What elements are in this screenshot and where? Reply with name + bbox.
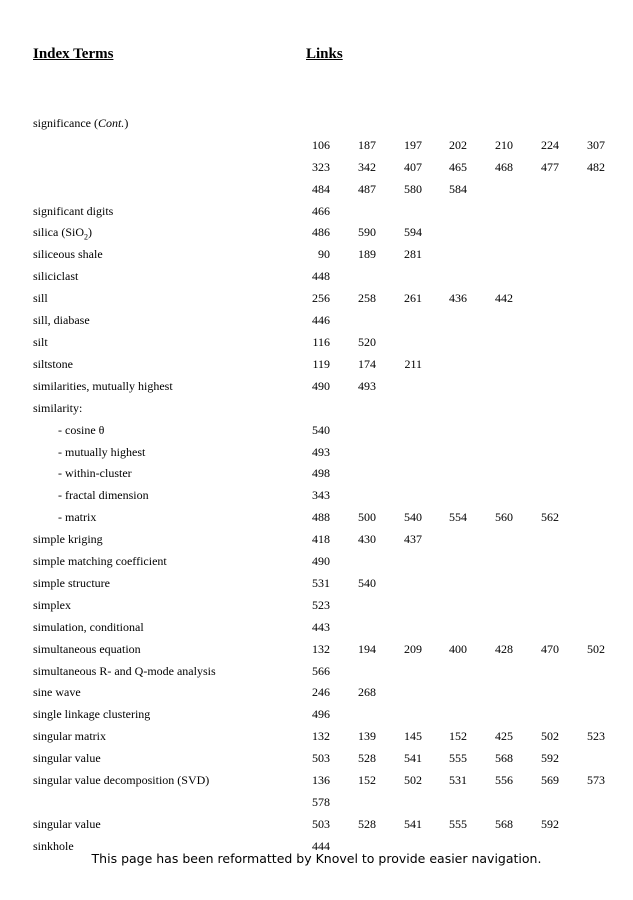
page-link[interactable]: 566 [312,663,330,678]
page-link[interactable]: 562 [541,510,559,525]
index-term: significance (Cont.) [33,115,129,130]
index-row [0,288,633,310]
page-link[interactable]: 437 [404,532,422,547]
page-link[interactable]: 246 [312,685,330,700]
index-row [0,179,633,201]
index-row [0,792,633,814]
page-link[interactable]: 466 [312,203,330,218]
page-link[interactable]: 531 [312,575,330,590]
page-link[interactable]: 343 [312,488,330,503]
page-link[interactable]: 503 [312,751,330,766]
index-row [0,682,633,704]
index-term: sill, diabase [33,313,90,328]
page-link[interactable]: 578 [312,795,330,809]
page-link[interactable]: 323 [312,159,330,174]
page-link[interactable]: 194 [358,641,376,656]
index-row [0,573,633,595]
index-term: simple matching coefficient [33,554,167,569]
page-link[interactable]: 477 [541,159,559,174]
page-link[interactable]: 202 [449,137,467,152]
page-link[interactable]: 106 [312,137,330,152]
index-row [0,222,633,244]
index-term: - matrix [58,510,97,525]
page-link[interactable]: 407 [404,159,422,174]
index-row [0,354,633,376]
page-link[interactable]: 436 [449,291,467,306]
page-link[interactable]: 152 [449,729,467,744]
page-link[interactable]: 430 [358,532,376,547]
page-link[interactable]: 500 [358,510,376,525]
page-link[interactable]: 590 [358,225,376,240]
page-link[interactable]: 428 [495,641,513,656]
page-link[interactable]: 584 [449,181,467,196]
page-link[interactable]: 132 [312,729,330,744]
index-term: siltstone [33,356,74,371]
page-link[interactable]: 554 [449,510,467,525]
index-term: sine wave [33,685,81,700]
index-row [0,91,633,113]
page-link[interactable]: 523 [587,729,605,744]
page-link[interactable]: 400 [449,641,467,656]
page-link[interactable]: 520 [358,334,376,349]
index-row [0,201,633,223]
page-link[interactable]: 488 [312,510,330,525]
page-link[interactable]: 523 [312,597,330,612]
page-link[interactable]: 540 [312,422,330,437]
page-link[interactable]: 116 [312,334,330,349]
page-link[interactable]: 568 [495,751,513,766]
index-term: single linkage clustering [33,707,151,722]
index-row [0,595,633,617]
page-link[interactable]: 443 [312,619,330,634]
page-link[interactable]: 502 [404,773,422,788]
page-link[interactable]: 592 [541,751,559,766]
page-link[interactable]: 490 [312,378,330,393]
page-link[interactable]: 136 [312,773,330,788]
page-link[interactable]: 555 [449,751,467,766]
index-row [0,244,633,266]
page-link[interactable]: 256 [312,291,330,306]
page-link[interactable]: 261 [404,291,422,306]
page-link[interactable]: 132 [312,641,330,656]
index-row [0,748,633,770]
page-link[interactable]: 493 [312,444,330,459]
page-link[interactable]: 281 [404,247,422,262]
index-row [0,617,633,639]
index-term: siliceous shale [33,247,103,262]
index-term: simple kriging [33,532,103,547]
index-row [0,266,633,288]
index-term: sinkhole [33,838,74,853]
page-link[interactable]: 560 [495,510,513,525]
index-term: singular value [33,751,101,766]
index-row [0,157,633,179]
page-link[interactable]: 211 [404,356,422,371]
page-link[interactable]: 592 [541,816,559,831]
page-link[interactable]: 425 [495,729,513,744]
index-term: simulation, conditional [33,619,144,634]
index-row [0,507,633,529]
index-row [0,332,633,354]
index-row [0,398,633,420]
index-row [0,770,633,792]
page-link[interactable]: 342 [358,159,376,174]
page-link[interactable]: 580 [404,181,422,196]
index-term: silt [33,334,48,349]
index-term: - cosine θ [58,422,105,437]
page-link[interactable]: 486 [312,225,330,240]
index-term: similarities, mutually highest [33,378,173,393]
index-term: simultaneous equation [33,641,141,656]
index-term: simplex [33,597,71,612]
index-row [0,310,633,332]
page-link[interactable]: 119 [312,356,330,371]
page-link[interactable]: 541 [404,816,422,831]
page-link[interactable]: 528 [358,751,376,766]
page-link[interactable]: 258 [358,291,376,306]
page-link[interactable]: 152 [358,773,376,788]
page-link[interactable]: 541 [404,751,422,766]
index-term: sill [33,291,48,306]
page-link[interactable]: 493 [358,378,376,393]
index-row [0,463,633,485]
index-term: simultaneous R- and Q-mode analysis [33,663,216,678]
page-link[interactable]: 444 [312,838,330,853]
page-link[interactable]: 540 [358,575,376,590]
page-link[interactable]: 209 [404,641,422,656]
page-link[interactable]: 139 [358,729,376,744]
index-row [0,113,633,135]
page-link[interactable]: 496 [312,707,330,722]
index-row [0,376,633,398]
index-row [0,814,633,836]
page-link[interactable]: 503 [312,816,330,831]
page-link[interactable]: 90 [318,247,330,262]
index-term: - within-cluster [58,466,132,481]
page-link[interactable]: 470 [541,641,559,656]
index-row [0,661,633,683]
page-link[interactable]: 465 [449,159,467,174]
index-term: significant digits [33,203,114,218]
index-row [0,704,633,726]
page-link[interactable]: 210 [495,137,513,152]
page-link[interactable]: 556 [495,773,513,788]
index-entries [0,91,633,858]
page-link[interactable]: 268 [358,685,376,700]
index-term: silica (SiO$_2$) [33,225,92,242]
page-link[interactable]: 498 [312,466,330,481]
knovel-footer: This page has been reformatted by Knovel to provide easier navigation. [91,851,542,866]
page-link[interactable]: 484 [312,181,330,196]
page-link[interactable]: 448 [312,269,330,284]
page-link[interactable]: 145 [404,729,422,744]
index-row [0,485,633,507]
page-link[interactable]: 442 [495,291,513,306]
index-row [0,420,633,442]
index-term: singular matrix [33,729,106,744]
index-term: - mutually highest [58,444,146,459]
page-link[interactable]: 487 [358,181,376,196]
page-link[interactable]: 502 [587,641,605,656]
page-link[interactable]: 187 [358,137,376,152]
page-link[interactable]: 224 [541,137,559,152]
index-row [0,551,633,573]
index-term: - fractal dimension [58,488,149,503]
page-link[interactable]: 446 [312,313,330,328]
index-row [0,639,633,661]
page-link[interactable]: 528 [358,816,376,831]
index-term: singular value [33,816,101,831]
page-link[interactable]: 594 [404,225,422,240]
page-link[interactable]: 174 [358,356,376,371]
index-term: simple structure [33,575,110,590]
index-row [0,726,633,748]
index-term: singular value decomposition (SVD) [33,773,210,788]
page-link[interactable]: 418 [312,532,330,547]
page-link[interactable]: 555 [449,816,467,831]
index-term: siliciclast [33,269,79,284]
page-link[interactable]: 540 [404,510,422,525]
page-link[interactable]: 189 [358,247,376,262]
page-link[interactable]: 502 [541,729,559,744]
page-link[interactable]: 573 [587,773,605,788]
page-link[interactable]: 569 [541,773,559,788]
page-link[interactable]: 531 [449,773,467,788]
page-link[interactable]: 490 [312,554,330,569]
page-link[interactable]: 197 [404,137,422,152]
index-row [0,442,633,464]
page-link[interactable]: 307 [587,137,605,152]
index-row [0,529,633,551]
page-link[interactable]: 468 [495,159,513,174]
page-link[interactable]: 482 [587,159,605,174]
index-terms-header: Index Terms [33,46,114,62]
index-row [0,135,633,157]
index-term: similarity: [33,400,83,415]
page-link[interactable]: 568 [495,816,513,831]
links-header: Links [306,46,343,62]
